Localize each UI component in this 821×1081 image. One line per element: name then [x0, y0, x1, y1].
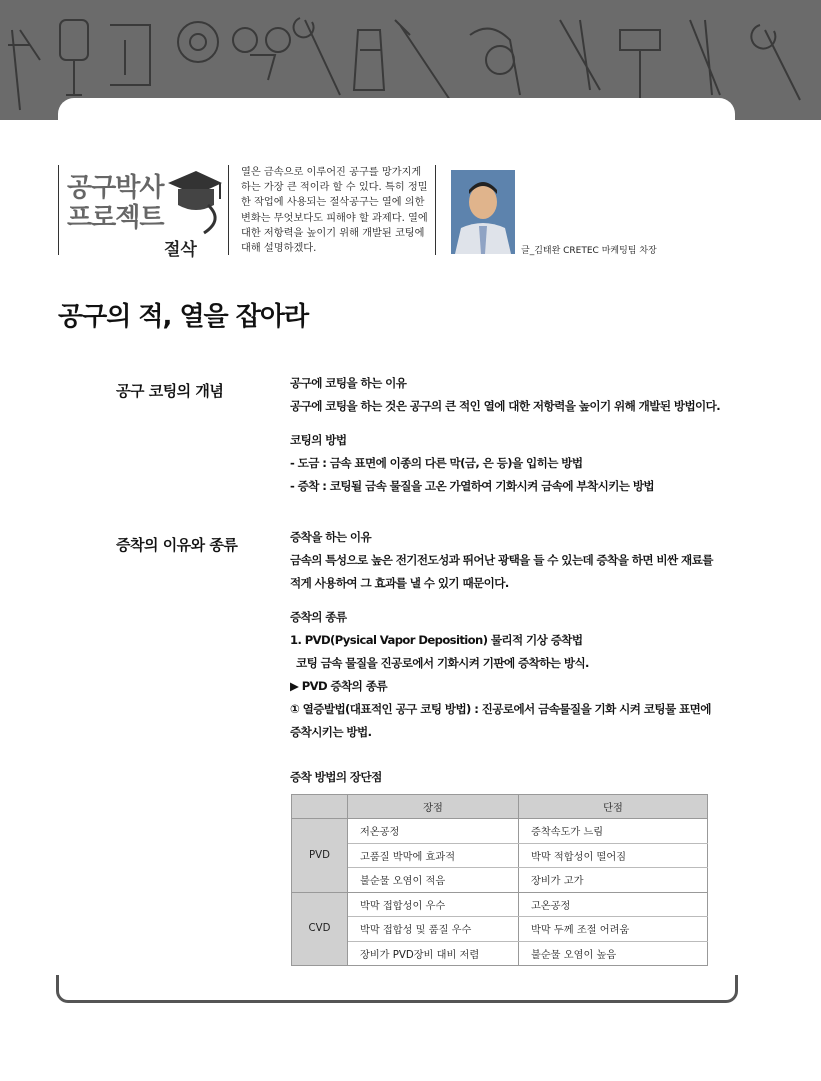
table-header-row: [292, 795, 708, 819]
pvd-title: 1. PVD(Pysical Vapor Deposition) 물리적 기상 증착법: [290, 633, 583, 647]
group-label: CVD: [292, 892, 348, 966]
subheading: 증착의 종류: [290, 610, 347, 624]
table-cell: 장비가 PVD장비 대비 저렴: [348, 941, 519, 966]
series-title-line2: 프로젝트: [67, 203, 164, 233]
table-cell: 박막 적합성이 떨어짐: [519, 843, 708, 868]
table-cell: 증착속도가 느림: [519, 819, 708, 844]
pros-cons-table: [291, 794, 708, 966]
section-body-coating-concept: [290, 372, 730, 498]
table-row: [292, 868, 708, 893]
series-logo: [58, 165, 228, 260]
pvd-type-item: ① 열증발법(대표적인 공구 코팅 방법) : 진공로에서 금속물질을 기화 시켜 코팅물 표면에: [290, 702, 711, 716]
author-divider: [435, 165, 436, 255]
table-row: [292, 917, 708, 942]
intro-text: 열은 금속으로 이루어진 공구를 망가지게 하는 가장 큰 적이라 할 수 있다. 특히 정밀한 작업에 사용되는 절삭공구는 열에 의한 변화는 무엇보다도 피해야 할 과제다. 열에 대한 저항력을 높이기 위해 개발된 코팅에 대해 설명하겠다.: [228, 165, 433, 255]
page-title: 공구의 적, 열을 잡아라: [58, 302, 309, 332]
subheading: 증착을 하는 이유: [290, 530, 372, 544]
list-item: - 도금 : 금속 표면에 이종의 다른 막(금, 은 등)을 입히는 방법: [290, 456, 583, 470]
content-card-top: [58, 98, 735, 120]
table-header-cell: 장점: [348, 795, 519, 819]
table-cell: 고품질 박막에 효과적: [348, 843, 519, 868]
table-caption: 증착 방법의 장단점: [290, 770, 382, 784]
table-cell: 장비가 고가: [519, 868, 708, 893]
paragraph: 금속의 특성으로 높은 전기전도성과 뛰어난 광택을 들 수 있는데 증착을 하면 비싼 재료를: [290, 553, 713, 567]
table-cell: 박막 접합성 및 품질 우수: [348, 917, 519, 942]
series-title: [67, 173, 163, 233]
table-header-cell: 단점: [519, 795, 708, 819]
pvd-types-heading: ▶ PVD 증착의 종류: [290, 679, 387, 693]
table-cell: 박막 두께 조절 어려움: [519, 917, 708, 942]
paragraph: 적게 사용하여 그 효과를 낼 수 있기 때문이다.: [290, 576, 509, 590]
table-cell: 박막 접합성이 우수: [348, 892, 519, 917]
table-cell: 불순물 오염이 적음: [348, 868, 519, 893]
table-cell: 고온공정: [519, 892, 708, 917]
table-header-cell: [292, 795, 348, 819]
table-cell: 저온공정: [348, 819, 519, 844]
group-label: PVD: [292, 819, 348, 893]
table-cell: 불순물 오염이 높음: [519, 941, 708, 966]
content-card-bottom: [56, 975, 738, 1003]
table-row: [292, 843, 708, 868]
pvd-description: 코팅 금속 물질을 진공로에서 기화시켜 기판에 증착하는 방식.: [296, 656, 589, 670]
pvd-type-item: 증착시키는 방법.: [290, 725, 372, 739]
series-category: 절삭: [164, 240, 197, 260]
header-banner: [0, 0, 821, 120]
series-title-line1: 공구박사: [67, 173, 164, 203]
subheading: 공구에 코팅을 하는 이유: [290, 376, 407, 390]
table-row: [292, 941, 708, 966]
table-row: [292, 892, 708, 917]
paragraph: 공구에 코팅을 하는 것은 공구의 큰 적인 열에 대한 저항력을 높이기 위해 개발된 방법이다.: [290, 399, 721, 413]
author-byline: 글_김태완 CRETEC 마케팅팀 차장: [521, 246, 657, 256]
author-photo: [451, 170, 515, 254]
section-heading-deposition: 증착의 이유와 종류: [116, 536, 238, 554]
graduation-cap-icon: [164, 165, 224, 235]
section-body-deposition: [290, 526, 730, 744]
table-row: [292, 819, 708, 844]
section-heading-coating-concept: 공구 코팅의 개념: [116, 382, 224, 400]
list-item: - 증착 : 코팅될 금속 물질을 고온 가열하여 기화시켜 금속에 부착시키는 방법: [290, 479, 655, 493]
subheading: 코팅의 방법: [290, 433, 347, 447]
